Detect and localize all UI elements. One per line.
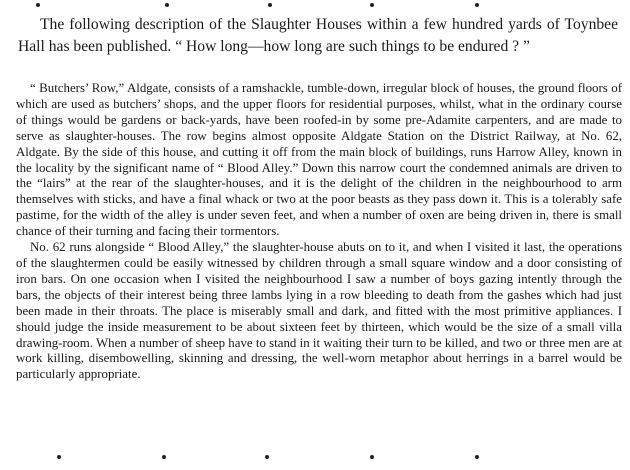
ornament-dot (475, 3, 479, 7)
paragraph-butchers-row: “ Butchers’ Row,” Aldgate, consists of a ramshackle, tumble-down, irregular block of houses, the ground floors of which are used as butchers’ shops, and the upper floors for residential purposes, whilst, what in the ordinary course of things would be gardens or back-yards, have been roofed-in by some pre-Adamite carpenters, and are made to serve as slaughter-houses. The row begins almost opposite Aldgate Station on the District Railway, at No. 62, Aldgate. By the side of this house, and cutting it off from the main block of buildings, runs Harrow Alley, known in the locality by the significant name of “ Blood Alley.” Down this narrow court the condemned animals are driven to the “lairs” at the rear of the slaughter-houses, and it is the delight of the children in the neighbourhood to arm themselves with sticks, and have a final whack or two at the poor beasts as they pass down it. This is a tolerably safe pastime, for the width of the alley is under seven feet, and when a number of oxen are being driven in, there is small chance of their turning and facing their tormentors. (16, 81, 622, 239)
ornament-dot (162, 455, 166, 459)
intro-paragraph: The following description of the Slaughter Houses within a few hundred yards of Toynbee Hall has been published. “ How long—how long are such things to be endured ? ” (18, 16, 618, 55)
ornament-dot (370, 3, 374, 7)
ornament-dot (36, 3, 40, 7)
ornament-dot (475, 455, 479, 459)
paragraph-number-62: No. 62 runs alongside “ Blood Alley,” the slaughter-house abuts on to it, and when I visited it last, the operations of the slaughtermen could be easily witnessed by children through a small square window and a door consisting of iron bars. On one occasion when I visited the neighbourhood I saw a number of boys gazing intently through the bars, the objects of their interest being three lambs lying in a row bleeding to death from the gashes which had just been made in their throats. The place is miserably small and dark, and fitted with the most primitive appliances. I should judge the inside measurement to be about sixteen feet by thirteen, which would be the size of a small villa drawing-room. When a number of sheep have to stand in it waiting their turn to be killed, and two or three men are at work killing, disembowelling, skinning and dressing, the well-worn metaphor about herrings in a barrel would be particularly appropriate. (16, 240, 622, 382)
bottom-ornament-dots (0, 455, 630, 465)
ornament-dot (265, 455, 269, 459)
top-ornament-dots (0, 3, 630, 13)
ornament-dot (268, 3, 272, 7)
quoted-description (16, 81, 622, 383)
ornament-dot (370, 455, 374, 459)
ornament-dot (57, 455, 61, 459)
ornament-dot (165, 3, 169, 7)
